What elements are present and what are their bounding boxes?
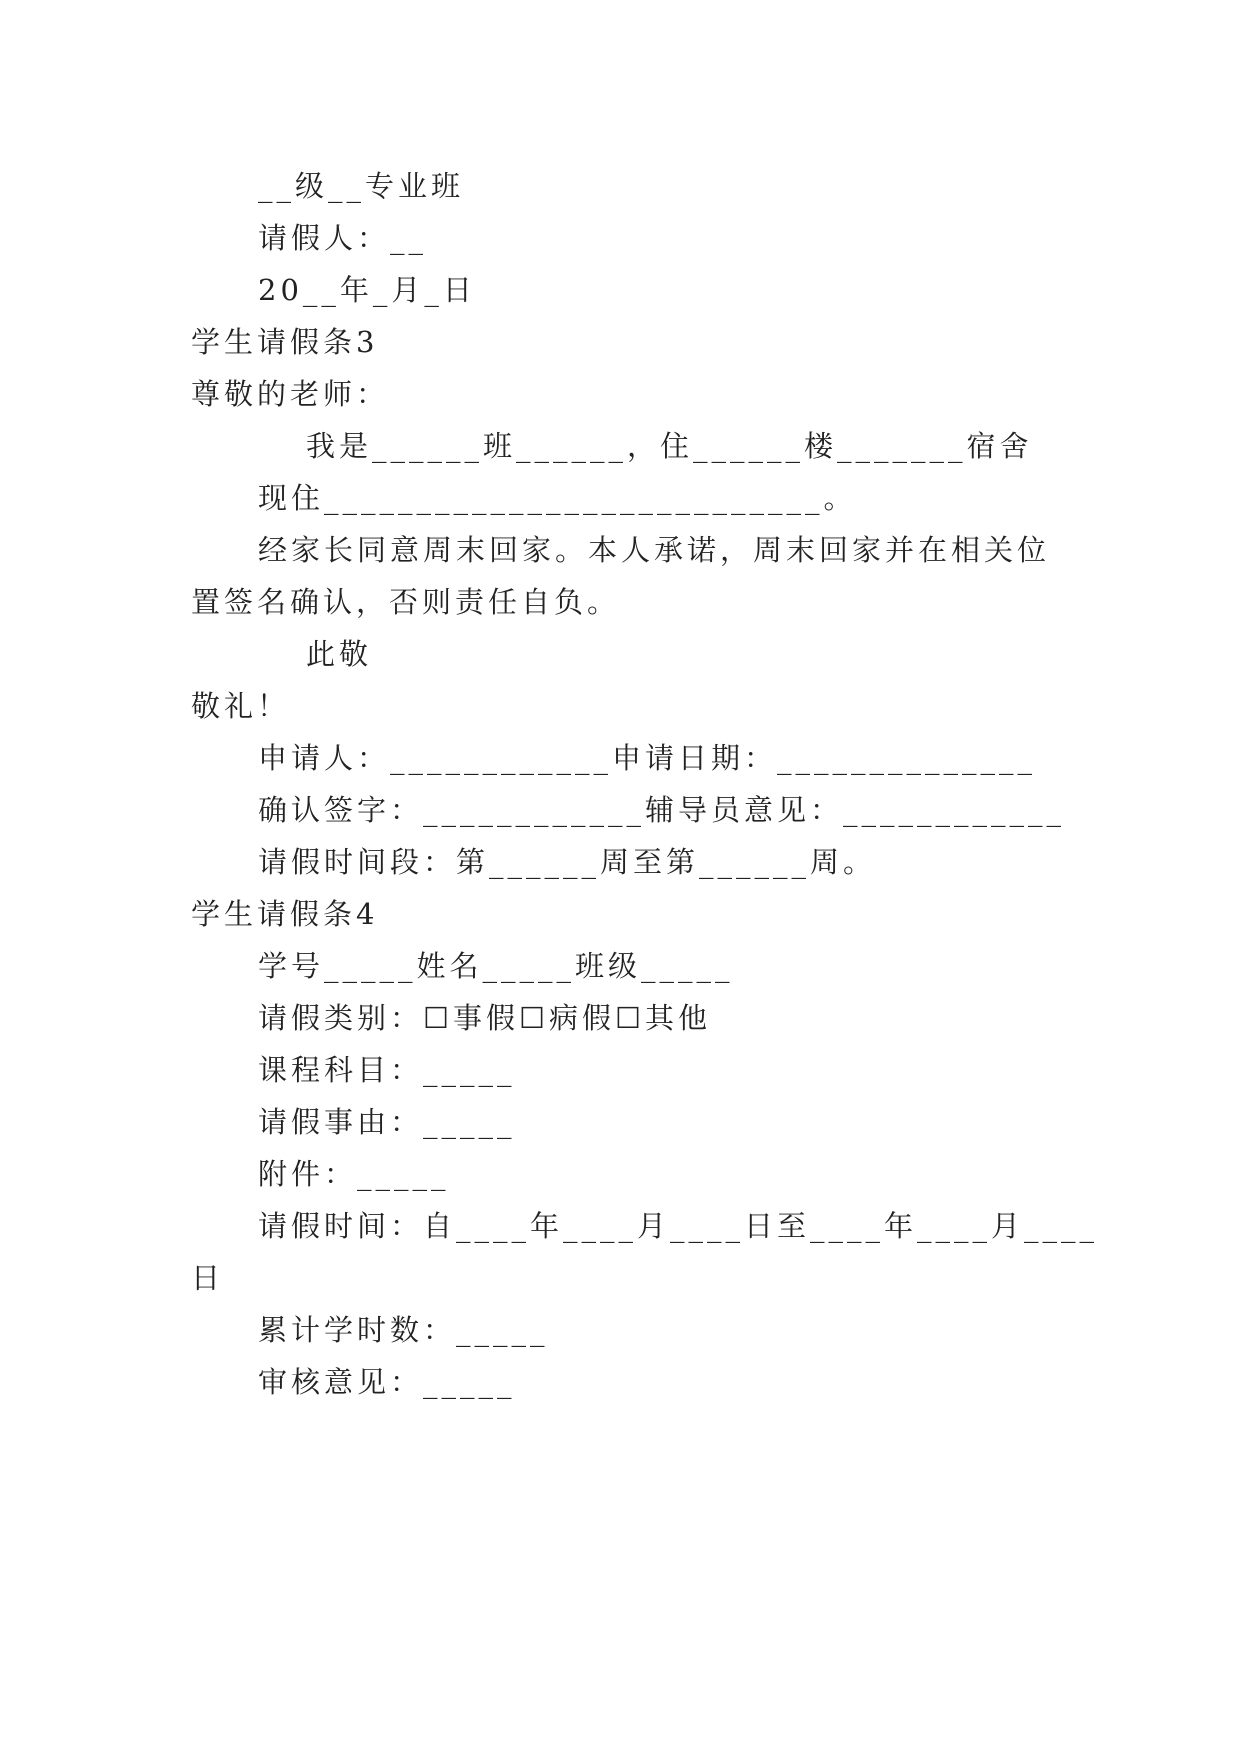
salutation: 尊敬的老师： <box>191 377 390 411</box>
attachment-line: 附件：_____ <box>258 1157 450 1191</box>
closing-line: 此敬 <box>306 637 373 671</box>
leave-type-line: 请假类别：☐事假☐病假☐其他 <box>258 1001 711 1035</box>
identity-line: 我是______班______，住______楼_______宿舍 <box>306 429 1033 463</box>
applicant-line: 请假人：__ <box>258 221 428 255</box>
leave-period-line: 请假时间：自____年____月____日至____年____月____ <box>258 1209 1099 1243</box>
leave-period-line-end: 日 <box>191 1261 225 1295</box>
section-title-3: 学生请假条3 <box>191 325 379 359</box>
section-title-4: 学生请假条4 <box>191 897 379 931</box>
class-major-line: __级__专业班 <box>258 169 465 203</box>
review-opinion-line: 审核意见：_____ <box>258 1365 516 1399</box>
signature-opinion-line: 确认签字：____________辅导员意见：____________ <box>258 793 1066 827</box>
current-address-line: 现住___________________________。 <box>258 481 857 515</box>
date-line: 20__年_月_日 <box>258 273 476 307</box>
course-line: 课程科目：_____ <box>258 1053 516 1087</box>
total-hours-line: 累计学时数：_____ <box>258 1313 549 1347</box>
applicant-date-line: 申请人：____________申请日期：______________ <box>258 741 1037 775</box>
body-paragraph-line-2: 置签名确认，否则责任自负。 <box>191 585 621 619</box>
leave-weeks-line: 请假时间段：第______周至第______周。 <box>258 845 877 879</box>
body-paragraph-line-1: 经家长同意周末回家。本人承诺，周末回家并在相关位 <box>258 533 1051 567</box>
student-info-line: 学号_____姓名_____班级_____ <box>258 949 734 983</box>
salute-line: 敬礼！ <box>191 689 291 723</box>
reason-line: 请假事由：_____ <box>258 1105 516 1139</box>
